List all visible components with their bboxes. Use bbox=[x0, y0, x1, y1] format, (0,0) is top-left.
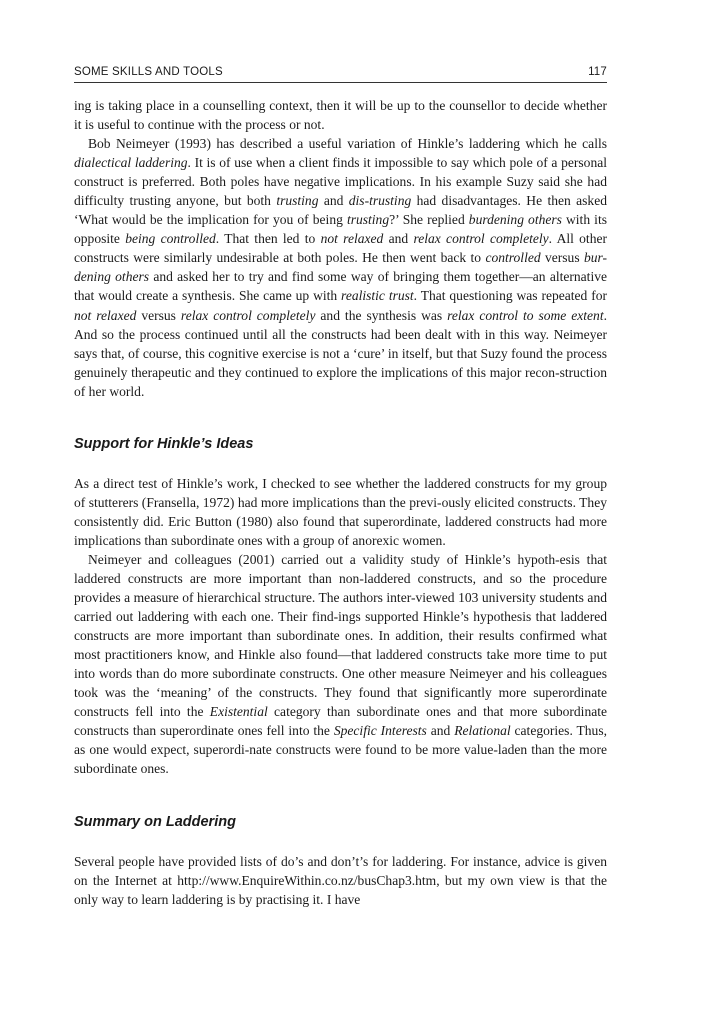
summary-section-text bbox=[74, 852, 607, 909]
paragraph: ing is taking place in a counselling context, then it will be up to the counsellor to decide whether it is useful to continue with the process or not. bbox=[74, 98, 607, 133]
paragraph: As a direct test of Hinkle’s work, I checked to see whether the laddered constructs for my group of stutterers (Fransella, 1972) had more implications than the previ-ously elicited constructs. They consistently did. Eric Button (1980) also found that superordinate, laddered constructs had more implications than subordinate ones with a group of anorexic women. bbox=[74, 475, 607, 548]
paragraph-dialectical-laddering: Bob Neimeyer (1993) has described a useful variation of Hinkle’s laddering which he calls dialectical laddering. It is of use when a client finds it impossible to say which pole of a personal construct is preferred. Both poles have negative implications. In his example Suzy said she had difficulty trusting anyone, but both trusting and dis-trusting had disadvantages. He then asked ‘What would be the implication for you of being trusting?’ She replied burdening others with its opposite being controlled. That then led to not relaxed and relax control completely. All other constructs were similarly undesirable at both poles. He then went back to controlled versus bur-dening others and asked her to try and find some way of bringing them together—an alternative that would create a synthesis. She came up with realistic trust. That questioning was repeated for not relaxed versus relax control completely and the synthesis was relax control to some extent. And so the process continued until all the constructs had been dealt with in this way. Neimeyer says that, of course, this cognitive exercise is not a ‘cure’ in itself, but that Suzy found the process genuinely therapeutic and they continued to explore the implications of this major recon-struction of her world. bbox=[74, 136, 607, 399]
running-title: SOME SKILLS AND TOOLS bbox=[74, 66, 223, 78]
book-page bbox=[74, 66, 607, 909]
support-section-text bbox=[74, 474, 607, 779]
section-heading-summary: Summary on Laddering bbox=[74, 813, 236, 830]
page-number: 117 bbox=[588, 66, 607, 78]
paragraph: Several people have provided lists of do’s and don’t’s for laddering. For instance, advice is given on the Internet at http://www.EnquireWithin.co.nz/busChap3.htm, but my own view is that the only way to learn laddering is by practising it. I have bbox=[74, 853, 607, 907]
opening-text-block bbox=[74, 96, 607, 401]
running-header bbox=[74, 66, 607, 83]
section-heading-support: Support for Hinkle’s Ideas bbox=[74, 435, 254, 452]
paragraph: Neimeyer and colleagues (2001) carried out a validity study of Hinkle’s hypoth-esis that laddered constructs are more important than non-laddered constructs, and so the procedure provides a measure of hierarchical structure. The authors inter-viewed 103 university students and carried out laddering with each one. Their find-ings supported Hinkle’s hypothesis that laddered constructs are more important than subordinate ones. In addition, their results confirmed what most practitioners know, and Hinkle also found—that laddered constructs take more time to put into words than do more subordinate constructs. One other measure Neimeyer and his colleagues took was the ‘meaning’ of the constructs. They found that significantly more superordinate constructs fell into the Existential category than subordinate ones and that more subordinate constructs than superordinate ones fell into the Specific Interests and Relational categories. Thus, as one would expect, superordi-nate constructs were found to be more value-laden than the more subordinate ones. bbox=[74, 551, 608, 777]
